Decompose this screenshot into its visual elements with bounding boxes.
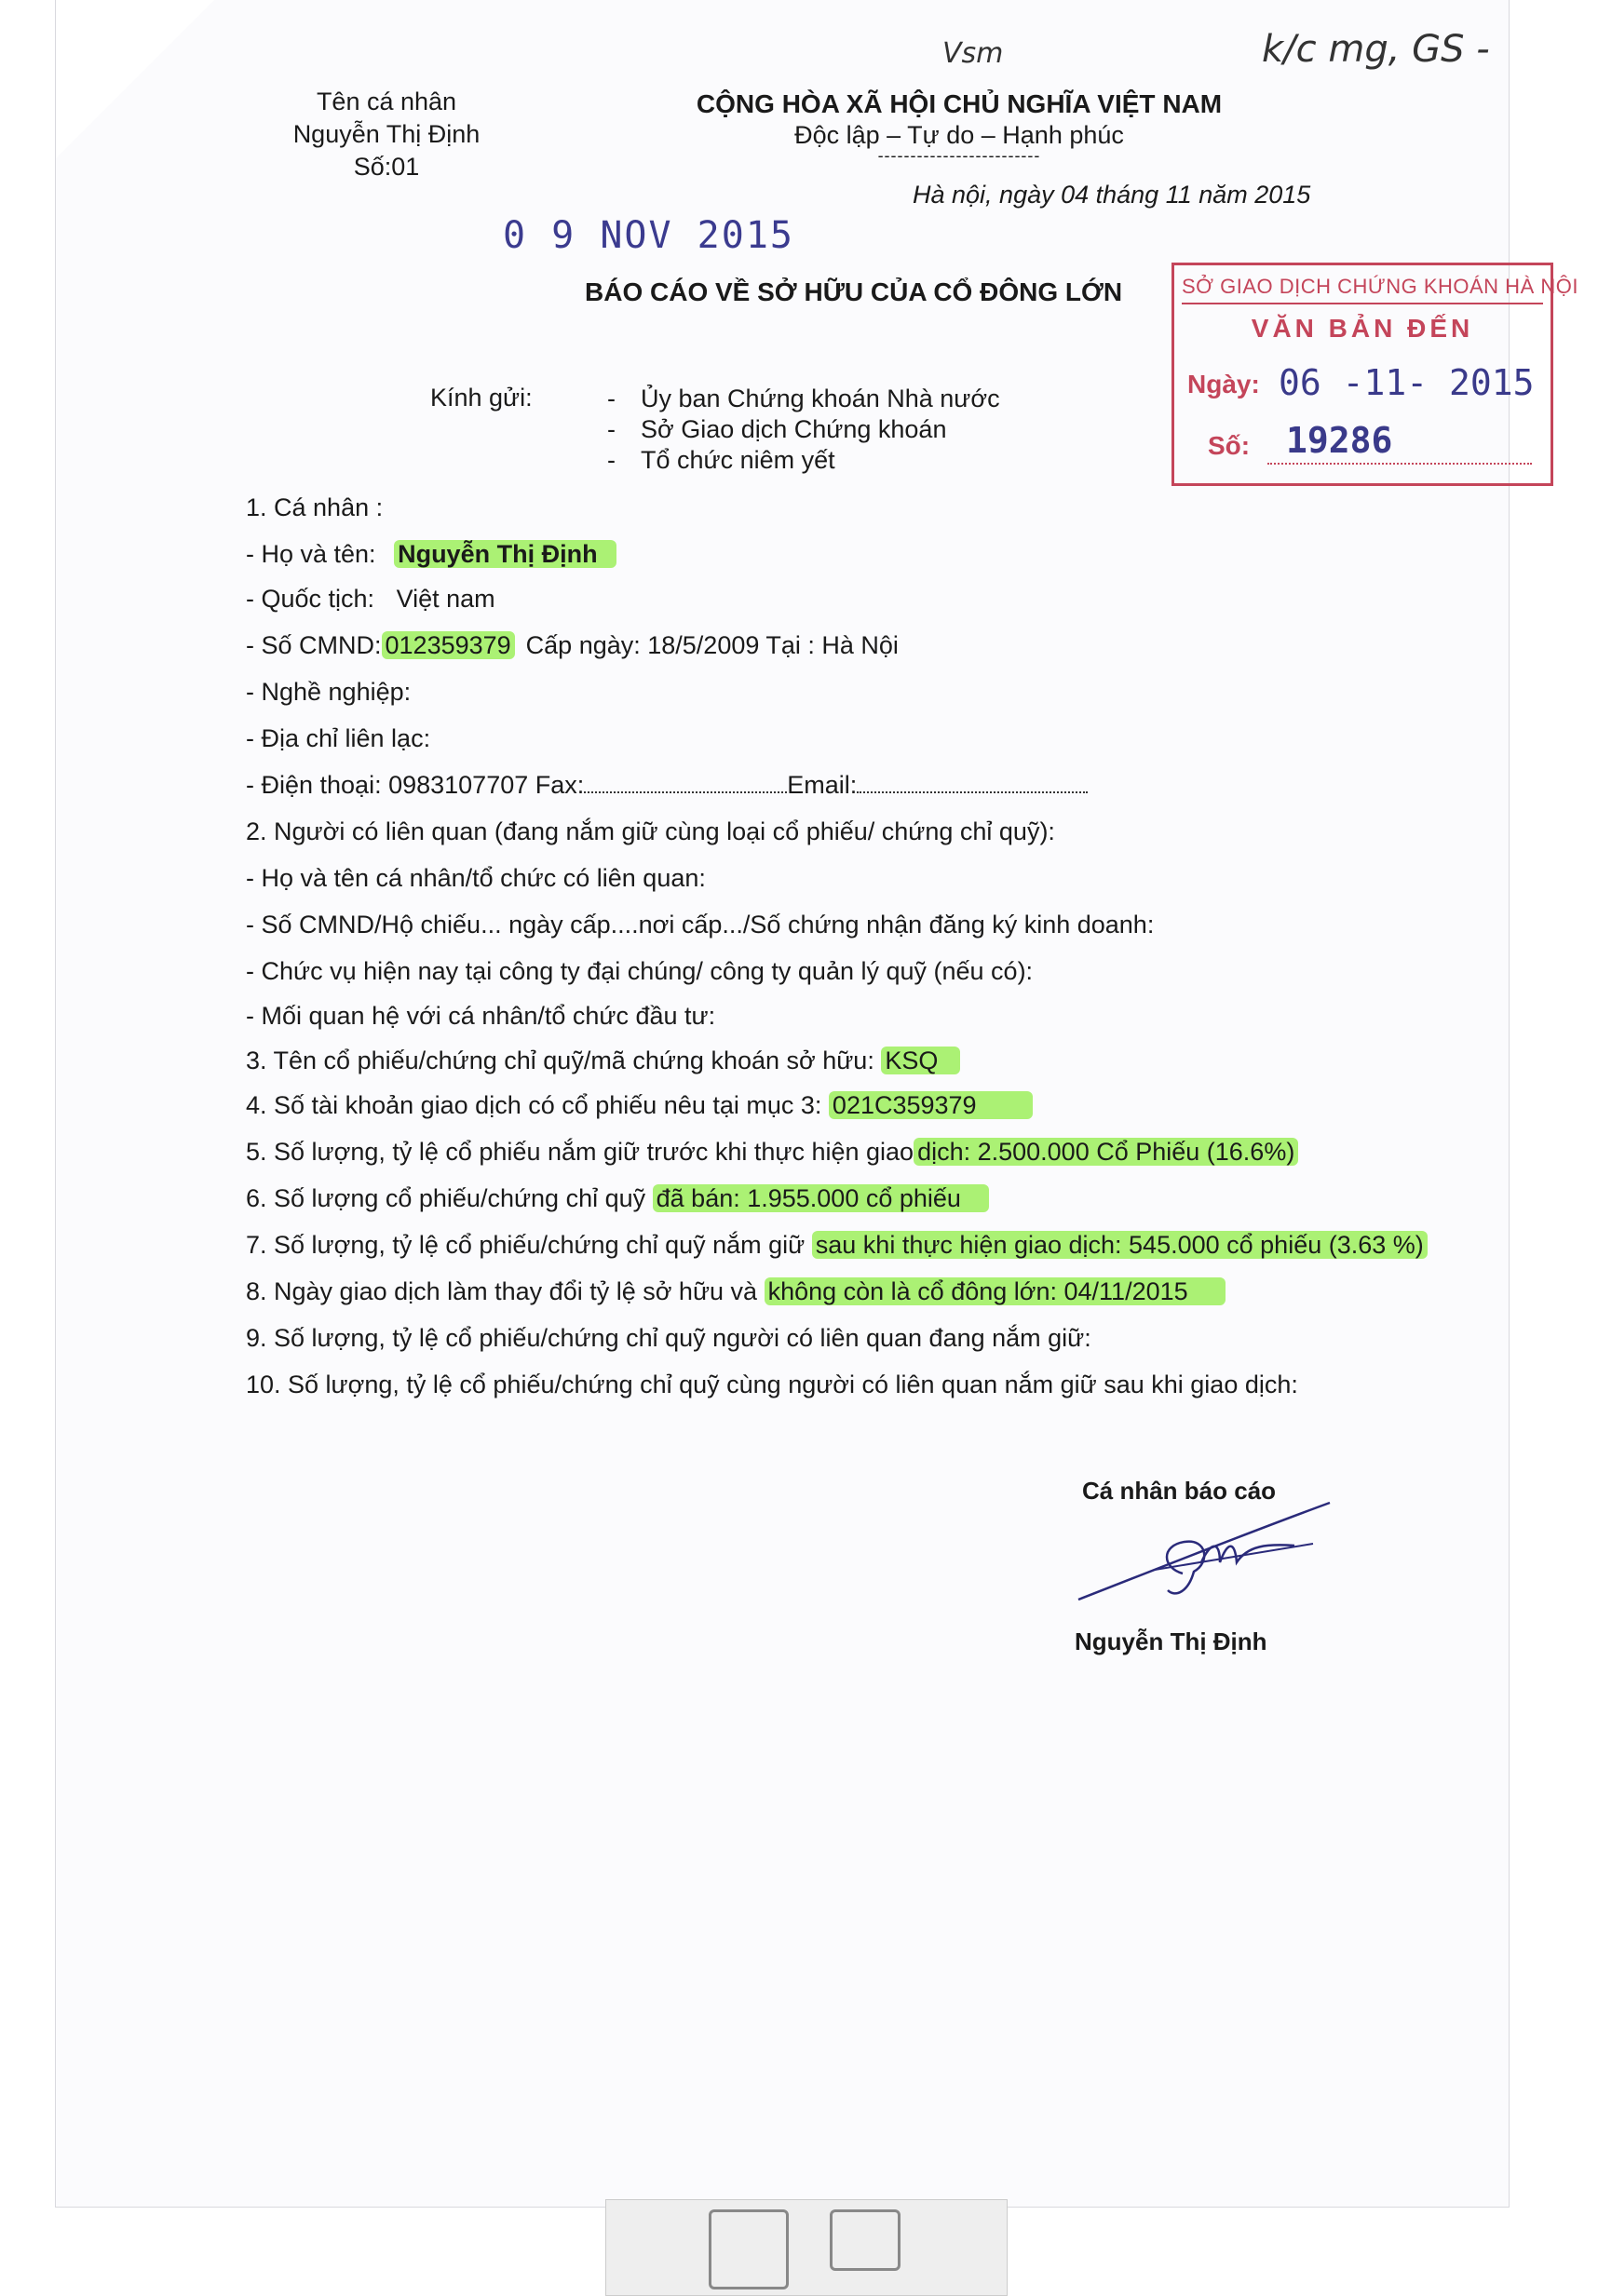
section-9-row: 9. Số lượng, tỷ lệ cổ phiếu/chứng chỉ quỹ người có liên quan đang nắm giữ: (246, 1324, 1091, 1352)
section-1-heading: 1. Cá nhân : (246, 493, 384, 521)
scanner-artifact (605, 2199, 1008, 2296)
place-and-date: Hà nội, ngày 04 tháng 11 năm 2015 (913, 181, 1311, 209)
sender-line1: Tên cá nhân (316, 88, 457, 115)
recipient-item: - Ủy ban Chứng khoán Nhà nước (607, 385, 1000, 412)
shares-sold-value: đã bán: 1.955.000 cổ phiếu (653, 1184, 989, 1212)
related-position-row: - Chức vụ hiện nay tại công ty đại chúng/ công ty quản lý quỹ (nếu có): (246, 957, 1034, 985)
section-4-row: 4. Số tài khoản giao dịch có cổ phiếu nêu tại mục 3: 021C359379 (246, 1091, 1033, 1120)
film-icon (709, 2209, 789, 2289)
nationality-value: Việt nam (396, 585, 495, 613)
country-name: CỘNG HÒA XÃ HỘI CHỦ NGHĨA VIỆT NAM (696, 89, 1223, 118)
handwritten-initials: Vsm (942, 37, 1004, 70)
stamp-number-value: 19286 (1286, 420, 1393, 461)
handwritten-signature (1071, 1490, 1350, 1611)
id-row: - Số CMND: 012359379 Cấp ngày: 18/5/2009 Tại : Hà Nội (246, 631, 899, 659)
ticker-value: KSQ (881, 1047, 960, 1074)
sender-block (279, 88, 494, 182)
stamp-dotted-line (1267, 463, 1532, 465)
lock-icon (830, 2209, 901, 2271)
related-relationship-row: - Mối quan hệ với cá nhân/tổ chức đầu tư: (246, 1002, 716, 1030)
signature-label: Cá nhân báo cáo (1082, 1477, 1277, 1505)
account-number-value: 021C359379 (829, 1091, 1033, 1119)
section-6-row: 6. Số lượng cổ phiếu/chứng chỉ quỹ đã bán: 1.955.000 cổ phiếu (246, 1184, 989, 1213)
national-motto: Độc lập – Tự do – Hạnh phúc (794, 121, 1124, 149)
contact-row: - Điện thoại: 0983107707 Fax: Email: (246, 771, 1088, 800)
section-5-row: 5. Số lượng, tỷ lệ cổ phiếu nắm giữ trước khi thực hiện giao dịch: 2.500.000 Cổ Phiếu (16.6%) (246, 1138, 1298, 1167)
address-row: - Địa chỉ liên lạc: (246, 724, 431, 752)
holding-after-value: sau khi thực hiện giao dịch: 545.000 cổ phiếu (3.63 %) (812, 1231, 1428, 1259)
section-2-heading: 2. Người có liên quan (đang nắm giữ cùng loại cổ phiếu/ chứng chỉ quỹ): (246, 817, 1055, 845)
recipient-item: - Sở Giao dịch Chứng khoán (607, 415, 947, 443)
nationality-row: - Quốc tịch: Việt nam (246, 585, 495, 613)
related-id-row: - Số CMND/Hộ chiếu... ngày cấp....nơi cấp.../Số chứng nhận đăng ký kinh doanh: (246, 911, 1155, 939)
holding-before-value: dịch: 2.500.000 Cổ Phiếu (16.6%) (914, 1138, 1298, 1166)
section-8-row: 8. Ngày giao dịch làm thay đổi tỷ lệ sở hữu và không còn là cổ đông lớn: 04/11/2015 (246, 1277, 1226, 1306)
sender-number: Số:01 (353, 153, 420, 181)
recipients-list (607, 384, 1000, 476)
incoming-document-stamp (1171, 263, 1578, 486)
section-3-row: 3. Tên cổ phiếu/chứng chỉ quỹ/mã chứng khoán sở hữu: KSQ (246, 1047, 960, 1075)
recipients-label: Kính gửi: (430, 384, 533, 412)
received-date-stamp: 0 9 NOV 2015 (503, 214, 794, 257)
section-10-row: 10. Số lượng, tỷ lệ cổ phiếu/chứng chỉ quỹ cùng người có liên quan nắm giữ sau khi giao dịch: (246, 1371, 1298, 1398)
stamp-date-label: Ngày: (1187, 370, 1260, 398)
stamp-number-label: Số: (1208, 431, 1251, 460)
transaction-date-value: không còn là cổ đông lớn: 04/11/2015 (765, 1277, 1226, 1305)
occupation-row: - Nghề nghiệp: (246, 678, 412, 706)
handwritten-note: k/c mg, GS - (1262, 28, 1490, 71)
stamp-title: VĂN BẢN ĐẾN (1251, 314, 1474, 343)
page-folded-corner (56, 0, 214, 158)
signer-name: Nguyễn Thị Định (1075, 1627, 1267, 1655)
motto-underline: ------------------------- (877, 146, 1041, 165)
document-title: BÁO CÁO VỀ SỞ HỮU CỦA CỔ ĐÔNG LỚN (585, 277, 1123, 306)
sender-name: Nguyễn Thị Định (292, 120, 481, 148)
stamp-organization: SỞ GIAO DỊCH CHỨNG KHOÁN HÀ NỘI (1182, 275, 1543, 304)
name-value: Nguyễn Thị Định (394, 540, 616, 568)
national-header (670, 89, 1248, 166)
related-name-row: - Họ và tên cá nhân/tổ chức có liên quan: (246, 864, 706, 892)
section-7-row: 7. Số lượng, tỷ lệ cổ phiếu/chứng chỉ quỹ nắm giữ sau khi thực hiện giao dịch: 545.000 cổ phiếu (3.63 %) (246, 1231, 1428, 1260)
recipient-item: - Tổ chức niêm yết (607, 446, 835, 474)
stamp-date-value: 06 -11- 2015 (1279, 362, 1535, 403)
id-number-value: 012359379 (382, 631, 515, 659)
name-row: - Họ và tên: Nguyễn Thị Định (246, 540, 616, 569)
